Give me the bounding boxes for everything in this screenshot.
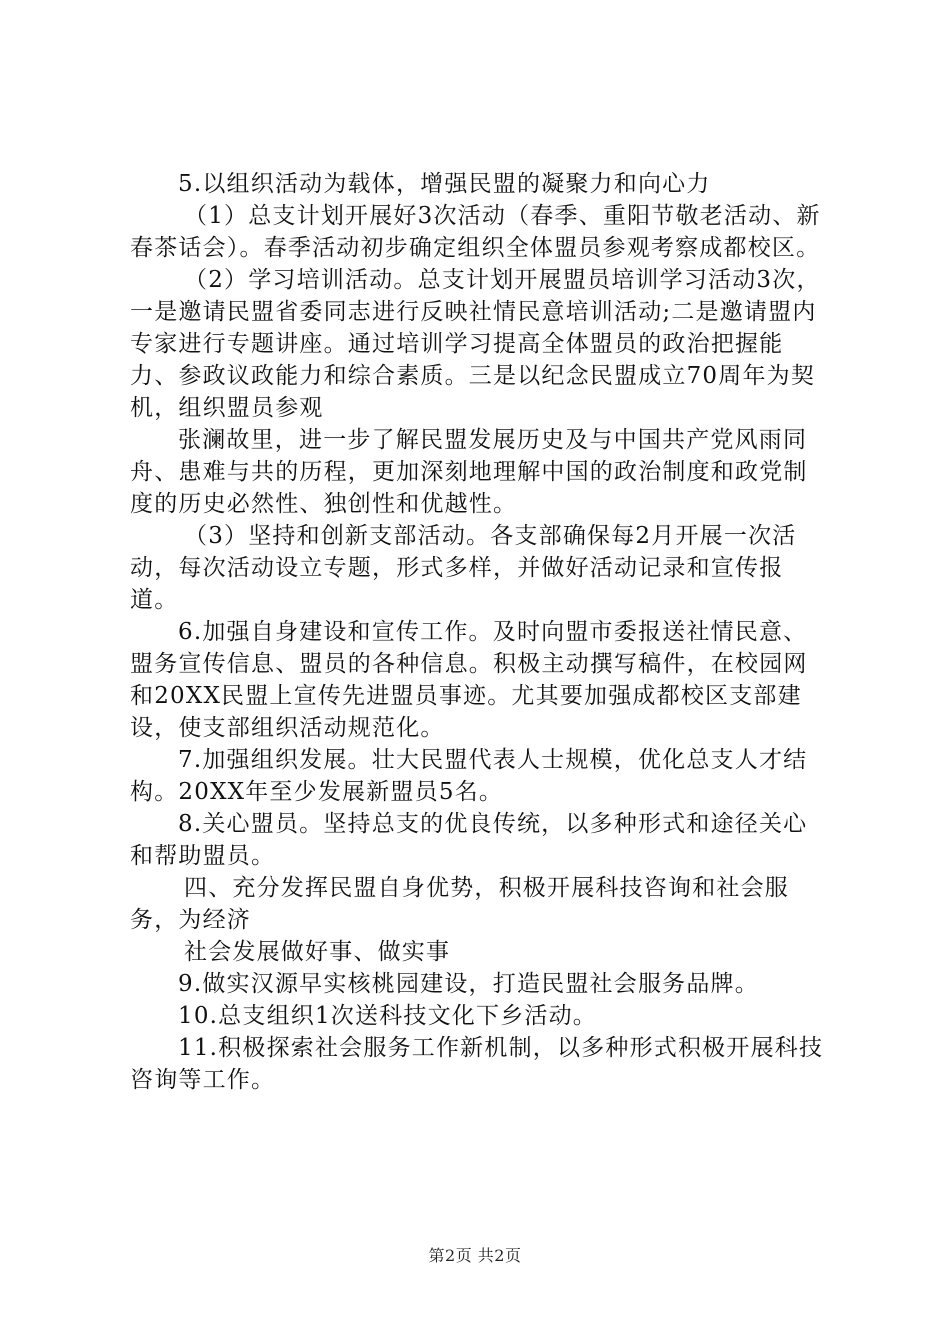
paragraph-section-10: 10.总支组织1次送科技文化下乡活动。: [178, 1003, 598, 1029]
paragraph-heading-four: 四、充分发挥民盟自身优势，积极开展科技咨询和社会服务，为经济: [130, 875, 789, 933]
paragraph-section-6: 6.加强自身建设和宣传工作。及时向盟市委报送社情民意、盟务宣传信息、盟员的各种信息。积极主动撰写稿件，在校园网和20XX民盟上宣传先进盟员事迹。尤其要加强成都校区支部建设，使支部组织活动规范化。: [130, 619, 808, 741]
paragraph-item-2-continued: 张澜故里，进一步了解民盟发展历史及与中国共产党风雨同舟、患难与共的历程，更加深刻地理解中国的政治制度和政党制度的历史必然性、独创性和优越性。: [130, 427, 808, 517]
page-footer: 第2页 共2页: [428, 1246, 522, 1265]
paragraph-item-2: （2）学习培训活动。总支计划开展盟员培训学习活动3次，一是邀请民盟省委同志进行反映社情民意培训活动;二是邀请盟内专家进行专题讲座。通过培训学习提高全体盟员的政治把握能力、参政议政能力和综合素质。三是以纪念民盟成立70周年为契机，组织盟员参观: [130, 267, 821, 421]
paragraph-item-3: （3）坚持和创新支部活动。各支部确保每2月开展一次活动，每次活动设立专题，形式多样，并做好活动记录和宣传报道。: [130, 523, 797, 613]
paragraph-heading-four-continued: 社会发展做好事、做实事: [184, 939, 451, 965]
paragraph-section-8: 8.关心盟员。坚持总支的优良传统，以多种形式和途径关心和帮助盟员。: [130, 811, 808, 869]
paragraph-section-5-title: 5.以组织活动为载体，增强民盟的凝聚力和向心力: [178, 171, 711, 197]
paragraph-section-7: 7.加强组织发展。壮大民盟代表人士规模，优化总支人才结构。20XX年至少发展新盟员5名。: [130, 747, 808, 805]
paragraph-section-11: 11.积极探索社会服务工作新机制，以多种形式积极开展科技咨询等工作。: [130, 1035, 824, 1093]
paragraph-item-1: （1）总支计划开展好3次活动（春季、重阳节敬老活动、新春茶话会）。春季活动初步确定组织全体盟员参观考察成都校区。: [130, 203, 821, 261]
body-text: [130, 168, 830, 1096]
paragraph-section-9: 9.做实汉源早实核桃园建设，打造民盟社会服务品牌。: [178, 971, 759, 997]
